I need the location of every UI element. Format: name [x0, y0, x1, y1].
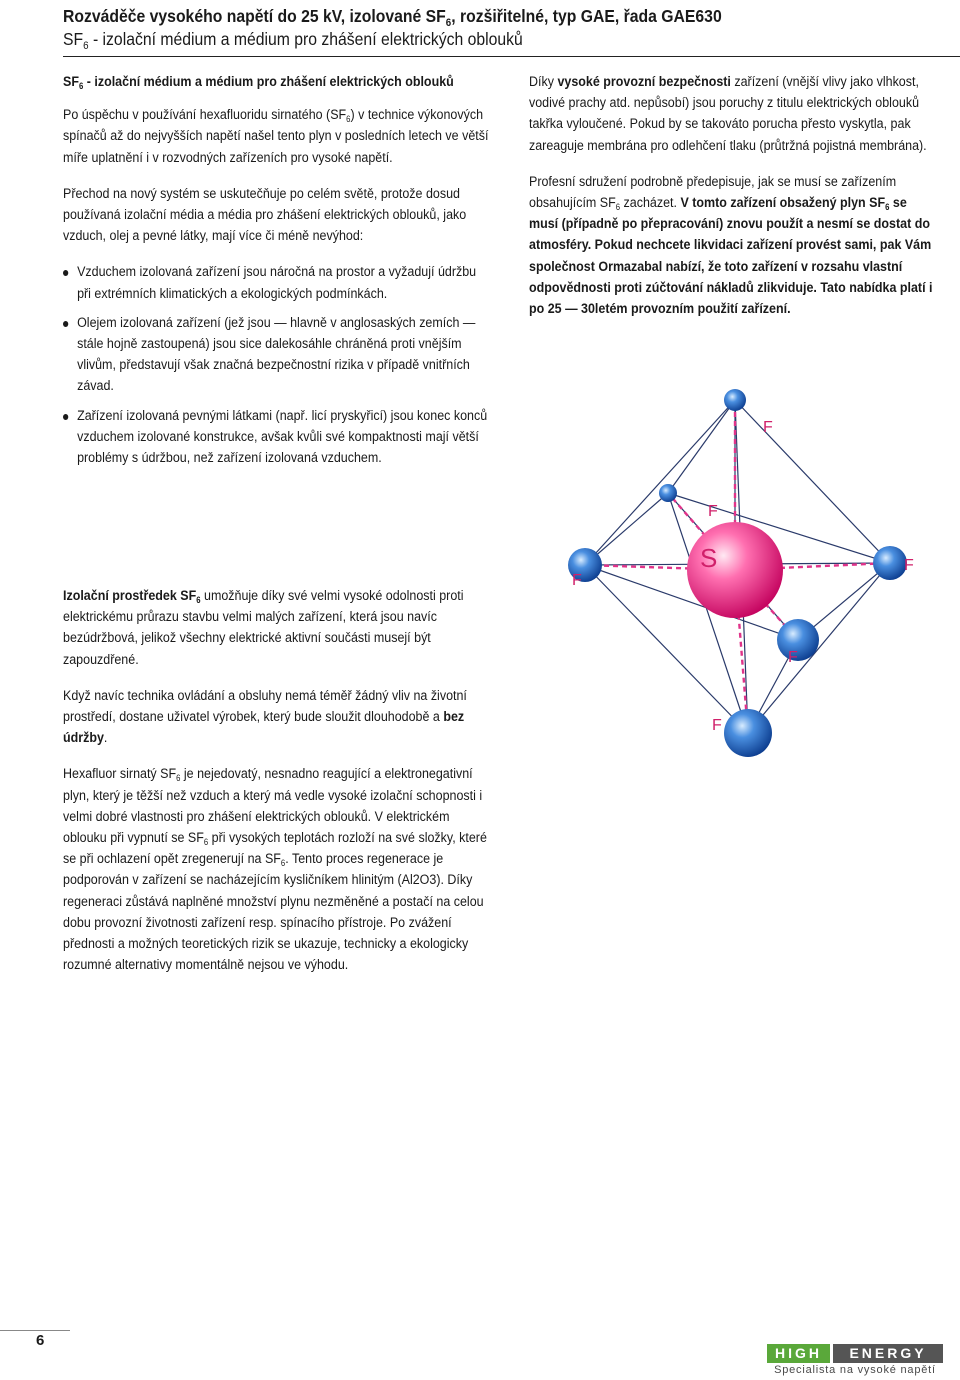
sulfur-label: S	[700, 543, 718, 573]
logo-energy: ENERGY	[833, 1344, 943, 1363]
paragraph-insulation: Izolační prostředek $SF_6$ umožňuje díky své velmi vysoké odolnosti proti elektrickému průrazu stavbu velmi malých zařízení, která jsou navíc bezúdržbová, jelikož všechny elektrické aktivní součásti musejí být zapouzdřené.	[63, 588, 464, 668]
logo-high: HIGH	[767, 1344, 830, 1363]
f-label: F	[904, 557, 914, 574]
footer-rule	[0, 1330, 70, 1331]
logo-tagline: Specialista na vysoké napětí	[774, 1364, 936, 1376]
list-item: Vzduchem izolovaná zařízení jsou náročná na prostor a vyžadují údržbu při extrémních klimatických a ekologických podmínkách.	[63, 262, 493, 304]
sf6-molecule-diagram	[520, 385, 960, 765]
fluorine-atom	[724, 709, 772, 757]
f-label: F	[712, 717, 722, 734]
paragraph-disposal: Profesní sdružení podrobně předepisuje, jak se musí se zařízením obsahujícím $SF_6$ zacházet. V tomto zařízení obsažený plyn $SF_6$ se musí (případně po přepracování) znovu použít a nesmí se dostat do atmosféry. Pokud nechcete likvidaci zařízení provést sami, pak Vám společnost Ormazabal nabízí, že toto zařízení v rozsahu vlastní odpovědnosti proti zúčtování nákladů zlikviduje. Tato nabídka platí i po 25 — 30letém provozním použití zařízení.	[529, 173, 933, 318]
left-column-bottom	[63, 586, 493, 991]
fluorine-atom	[659, 484, 677, 502]
page-number: 6	[36, 1332, 45, 1349]
fluorine-atom	[777, 619, 819, 661]
list-item: Olejem izolovaná zařízení (jež jsou — hlavně v anglosaských zemích — stále hojně zastoupená) jsou sice dalekosáhle chráněná proti vnějším vlivům, představují však značná bezpečnostní rizika v případě vnitřních závad.	[63, 313, 493, 398]
f-label: F	[763, 419, 773, 436]
document-title: Rozváděče vysokého napětí do 25 kV, izolované $SF_6$, rozšiřitelné, typ GAE, řada GAE630	[63, 6, 722, 29]
paragraph-intro: Po úspěchu v používání hexafluoridu sirnatého $(SF_6)$ v technice výkonových spínačů až do nejvyšších napětí našel tento plyn v posledních letech ve větší míře uplatnění i v rozvodných zařízeních pro vysoké napětí.	[63, 107, 489, 166]
f-label: F	[708, 503, 718, 520]
list-item: Zařízení izolovaná pevnými látkami (např. licí pryskyřicí) jsou konec konců vzduchem izolované konstrukce, avšak kvůli své kompaktnosti mají větší problémy s údržbou, než zařízení izolovaná vzduchem.	[63, 406, 493, 470]
paragraph-maintenance: Když navíc technika ovládání a obsluhy nemá téměř žádný vliv na životní prostředí, dostane uživatel výrobek, který bude sloužit dlouhodobě a bez údržby.	[63, 687, 467, 747]
header-rule	[63, 56, 960, 57]
left-column-top	[63, 72, 493, 477]
f-label: F	[788, 649, 798, 666]
paragraph-transition: Přechod na nový systém se uskutečňuje po celém světě, protože dosud používaná izolační média a média pro zhášení elektrických oblouků, jako vzduch, olej a pevné látky, mají více či méně nevýhod:	[63, 185, 467, 245]
fluorine-atom	[724, 389, 746, 411]
paragraph-sf6-properties: Hexafluor sirnatý $SF_6$ je nejedovatý, nesnadno reagující a elektronegativní plyn, který je těžší než vzduch a který má vedle vysoké izolační schopnosti i velmi dobré vlastnosti pro zhášení elektrických oblouků. V elektrickém oblouku při vypnutí se $SF_6$ při vysokých teplotách rozloží na své složky, které se při ochlazení opět zregenerují na $SF_6$. Tento proces regenerace je podporován v zařízení se nacházejícím kysličníkem hlinitým (Al2O3). Díky regeneraci zůstává naplněné množství plynu nezměněné a postačí na celou dobu provozní životnosti zařízení resp. spínacího přístroje. Po zvážení přednosti a možných teoretických rizik se ukazuje, technicky a ekologicky rozumné alternativy momentálně nejsou ve výhodu.	[63, 766, 487, 974]
f-label: F	[572, 572, 582, 589]
disadvantages-list	[63, 262, 493, 469]
high-energy-logo	[767, 1344, 943, 1376]
paragraph-safety: Díky vysoké provozní bezpečnosti zařízení (vnější vlivy jako vlhkost, vodivé prachy atd. nepůsobí) jsou poruchy z titulu elektrických oblouků takřka vyloučené. Pokud by se takováto porucha přesto vyskytla, pak zareaguje membrána pro odlehčení tlaku (průtržná pojistná membrána).	[529, 74, 927, 154]
document-subtitle: $SF_6$ - izolační médium a médium pro zhášení elektrických oblouků	[63, 29, 523, 52]
section-heading: $SF_6$ - izolační médium a médium pro zhášení elektrických oblouků	[63, 74, 454, 92]
document-header	[63, 4, 943, 50]
fluorine-atom	[873, 546, 907, 580]
molecule-svg	[520, 385, 960, 765]
right-column	[529, 72, 939, 335]
